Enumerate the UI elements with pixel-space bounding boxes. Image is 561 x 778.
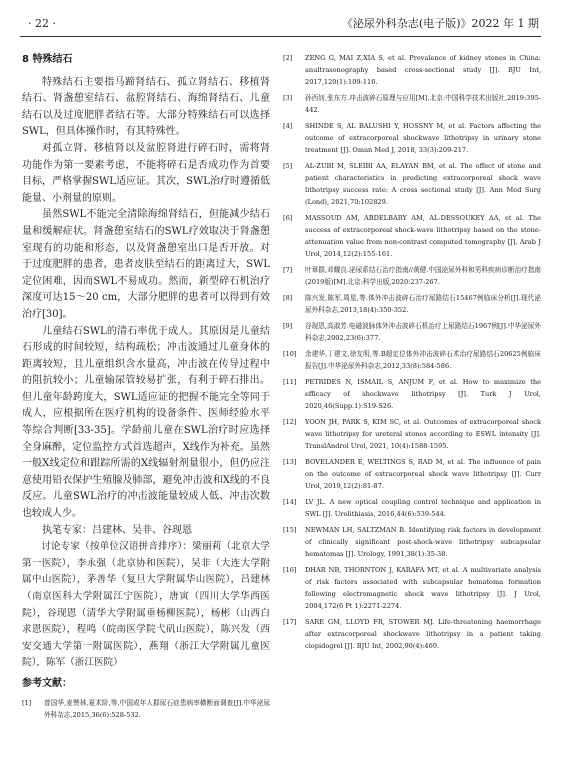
reference-text: PETRIDES N, ISMAIL S, ANJUM F, et al. How to maximize the efficacy of shockwave lithotripsy [J]. Turk J Urol, 2020,46(Supp.1):S19-S26.: [305, 378, 541, 410]
reference-number: [6]: [283, 214, 293, 222]
reference-text: NEWMAN LH, SALTZMAN B. Identifying risk factors in development of clinically significant post-shock-wave lithotripsy subcapsular hematomas [J]. Urology, 1991,38(1):35-38.: [305, 526, 541, 558]
reference-number: [4]: [283, 122, 293, 130]
writers-line: 执笔专家：吕建林、吴非、谷现恩: [42, 524, 192, 536]
reference-number: [9]: [283, 322, 293, 330]
reference-item: [283, 292, 541, 316]
reference-number: [15]: [283, 526, 297, 534]
paragraph: 特殊结石主要指马蹄肾结石、孤立肾结石、移植肾结石、肾盏憩室结石、盆腔肾结石、海绵肾结石、儿童结石以及过度肥胖者结石等。大部分特殊结石可以选择SWL，但具体操作时，有其特殊性。: [22, 76, 270, 138]
reference-text: 谷现恩,高淑芳.电磁波脉体外冲击波碎石机治疗上尿路结石1967例[J].中华泌尿外科杂志,2002,23(6):377.: [305, 322, 541, 342]
reference-text: LV JL. A new optical coupling control technique and application in SWL [J]. Urolithiasis, 2016,44(6):539-544.: [305, 498, 541, 518]
reference-text: 叶章群,邓耀良.泌尿系结石治疗指南//黄健.中国泌尿外科和男科疾病诊断治疗指南(2019版)[M].北京:科学出版,2020:237-267.: [305, 266, 541, 286]
reference-item: [283, 212, 541, 260]
reference-text: 陈兴发,陈军,周星,等.体外冲击波碎石治疗尿路结石15467例临床分析[J].现代泌尿外科杂志,2013,18(4):350-352.: [305, 294, 541, 314]
paragraph: 虽然SWL不能完全清除海绵肾结石，但能减少结石量和缓解症状。肾盏憩室结石的SWL疗效取决于肾盏憩室现有的功能和形态，以及肾盏憩室出口是否开放。对于过度肥胖的患者，患者皮肤至结石的距离过大，SWL定位困难，因而SWL不易成功。然而，新型碎石机治疗深度可达15～20 cm，大部分肥胖的患者可以得到有效治疗[30]。: [22, 209, 270, 320]
reference-item: [283, 348, 541, 372]
reference-text: ZENG G, MAI Z,XIA S, et al. Prevalence of kidney stones in China: anultrasonography based cross-sectional study [J]. BJU Int, 2017,120(1):109-116.: [305, 54, 541, 86]
reference-number: [1]: [22, 698, 32, 707]
reference-text: AL-ZUBI M, SLEIBI AA, ELAYAN BM, et al. The effect of stone and patient characteristics in predicting extracorporeal shock wave lithotripsy success rate: A cross sectional study [J]. Ann Med Surg (Lond), 2021,70:102829.: [305, 162, 541, 206]
reference-number: [2]: [283, 54, 293, 62]
reference-item: [283, 524, 541, 560]
reference-item: [283, 416, 541, 452]
reference-item: [283, 120, 541, 156]
header-divider: [20, 36, 541, 37]
reference-text: DHAR NB, THORNTON J, KARAFA MT, et al. A multivariate analysis of risk factors associated with subcapsular hematoma formation following electromagnetic shock wave lithotripsy [J]. J Urol, 2004,172(6 Pt 1):2271-2274.: [305, 566, 541, 610]
reference-item: [283, 92, 541, 116]
reference-number: [8]: [283, 294, 293, 302]
reference-text: YOON JH, PARK S, KIM SC, et al. Outcomes of extracorporeal shock wave lithotripsy for ureteral stones according to ESWL intensity [J]. TranslAndrol Urol, 2021, 10(4):1588-1595.: [305, 418, 541, 450]
discussion-experts: 讨论专家（按单位汉语拼音排序）：梁丽莉（北京大学第一医院），李永强（北京协和医院），吴非（大连大学附属中山医院），茅善华（复旦大学附属华山医院），吕建林（南京医科大学附属江宁医院），唐寅（四川大学华西医院），谷现恩（清华大学附属垂杨柳医院），杨彬（山西白求恩医院），程鸣（皖南医学院弋矶山医院），陈兴发（西安交通大学第一附属医院），燕翔（浙江大学附属儿童医院），陈军（浙江医院）: [22, 541, 270, 669]
section-title: 8 特殊结石: [22, 54, 73, 65]
reference-item: [283, 264, 541, 288]
reference-number: [14]: [283, 498, 297, 506]
journal-title: 《泌尿外科杂志(电子版)》2022 年 1 期: [341, 17, 539, 30]
reference-text: SHINDE S, AL BALUSHI Y, HOSSNY M, et al. Factors affecting the outcome of extracorporeal shockwave lithotripsy in urinary stone treatment [J]. Oman Med J, 2018, 33(3):209-217.: [305, 122, 541, 154]
right-column: [283, 52, 541, 656]
reference-number: [16]: [283, 566, 297, 574]
paragraph: 对孤立肾、移植肾以及盆腔肾进行碎石时，需将肾功能作为第一要素考虑，不能将碎石是否成功作为首要目标，严格掌握SWL适应证。其次，SWL治疗时遵循低能量、小剂量的原则。: [22, 142, 270, 204]
paragraph: 儿童结石SWL的清石率优于成人。其原因是儿童结石形成的时间较短，结构疏松；冲击波通过儿童身体的距离较短，且儿童组织含水量高，冲击波在传导过程中的阻抗较小；儿童输尿管较易扩张，有利于碎石排出。但儿童年龄跨度大，SWL适应证的把握不能完全等同于成人，应根据所在医疗机构的设备条件、医师经验水平等综合判断[33-35]。学龄前儿童在SWL治疗时应选择全身麻醉，定位监控方式首选超声，X线作为补充。虽然一般X线定位和跟踪所需的X线辐射剂量很小，但仍应注意使用铅衣保护生殖腺及肺部，避免冲击波和X线的不良反应。儿童SWL治疗的冲击波能量较成人低、冲击次数也较成人少。: [22, 325, 270, 520]
reference-item: [283, 496, 541, 520]
reference-item: [22, 697, 270, 721]
reference-number: [3]: [283, 94, 293, 102]
page-number: · 22 ·: [28, 17, 56, 30]
reference-text: 孙西钊,张东方.冲击波碎石原理与应用[M].北京:中国科学技术出版社,2019:395-442.: [305, 94, 541, 114]
reference-text: BOVELANDER E, WELTINGS S, RAD M, et al. The influence of pain on the outcome of extracorporeal shock wave lithotripsy [J]. Curr Urol, 2019,12(2):81-87.: [305, 458, 541, 490]
reference-number: [11]: [283, 378, 297, 386]
reference-text: SARE GM, LLOYD FR, STOWER MJ. Life-threatening haemorrhage after extracorporeal shockwave lithotripsy in a patient taking clopidogrel [J]. BJU Int, 2002,90(4):469.: [305, 618, 541, 650]
reference-item: [283, 320, 541, 344]
reference-item: [283, 456, 541, 492]
reference-item: [283, 564, 541, 612]
reference-text: 余建华,丁建文,徐友明,等.B超定位体外冲击波碎石术治疗尿路结石20625例临床报告[J].中华泌尿外科杂志,2012,33(8):584-586.: [305, 350, 541, 370]
reference-item: [283, 376, 541, 412]
reference-text: MASSOUD AM, ABDELBARY AM, AL-DESSOUKEY AA, et al. The success of extracorporeal shock-wave lithotripsy based on the stone-attenuation value from non-contrast computed tomography [J]. Arab J Urol, 2014,12(2):155-161.: [305, 214, 541, 258]
page-header: [20, 14, 541, 34]
reference-number: [17]: [283, 618, 297, 626]
reference-item: [283, 160, 541, 208]
reference-number: [7]: [283, 266, 293, 274]
left-column: [22, 52, 270, 725]
reference-number: [5]: [283, 162, 293, 170]
reference-item: [283, 52, 541, 88]
reference-number: [10]: [283, 350, 297, 358]
reference-number: [13]: [283, 458, 297, 466]
reference-number: [12]: [283, 418, 297, 426]
reference-item: [283, 616, 541, 652]
references-title: 参考文献：: [22, 677, 72, 689]
reference-text: 曾国华,麦赞林,夏术阶,等.中国成年人群尿石症患病率横断面调查[J].中华泌尿外科杂志,2015,36(6):528-532.: [44, 698, 270, 719]
